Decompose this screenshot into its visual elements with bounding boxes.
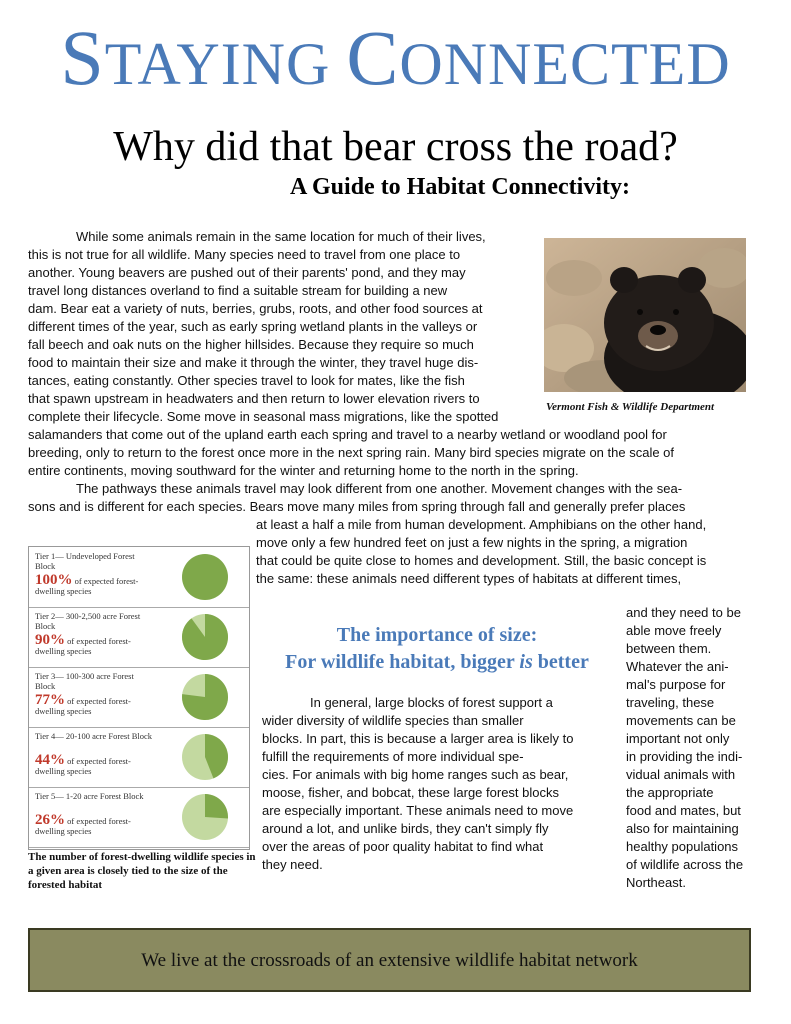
- tier-suffix: of expected forest-dwelling species: [35, 696, 131, 716]
- tier-label: Tier 2— 300-2,500 acre Forest Block: [35, 611, 141, 631]
- size-paragraph-line: moose, fisher, and bobcat, these large forest blocks: [262, 785, 560, 800]
- right-column-line: important not only: [626, 731, 730, 746]
- tier-label: Tier 4— 20-100 acre Forest Block: [35, 731, 153, 741]
- intro-paragraph-cont: salamanders that come out of the upland earth each spring and travel to a nearby wetland or woodland pool for breeding, only to return to the forest once more in the next spring rain. Many bird species migrate on the scale of entire continents, moving southward for the winter and returning home to the north in the spring. The pathways these animals travel may look different from one another. Movement changes with the sea- sons and is different for each species. Bears move many miles from spring through fall and generally prefer places: [28, 427, 686, 514]
- tier-row: [29, 547, 249, 608]
- pie-remainder-slice: [182, 554, 228, 600]
- tier-pie-chart: [181, 613, 229, 661]
- tier-label: Tier 3— 100-300 acre Forest Block: [35, 671, 134, 691]
- right-column-line: movements can be: [626, 713, 736, 728]
- photo-caption: Vermont Fish & Wildlife Department: [546, 401, 715, 413]
- tier-percent: 77%: [35, 692, 65, 708]
- right-column-line: Whatever the ani-: [626, 659, 729, 674]
- masthead: STAYING CONNECTED: [60, 14, 731, 101]
- tier-percent: 90%: [35, 632, 65, 648]
- size-paragraph-line: wider diversity of wildlife species than smaller: [262, 713, 524, 728]
- right-column-line: food and mates, but: [626, 803, 741, 818]
- size-paragraph-line: fulfill the requirements of more individual spe-: [262, 749, 524, 764]
- tier-percent-text: [35, 692, 160, 716]
- tier-percent-text: [35, 572, 160, 596]
- tier-percent-text: [35, 632, 160, 656]
- right-column-line: able move freely: [626, 623, 722, 638]
- tier-row: [29, 667, 249, 728]
- banner-text: We live at the crossroads of an extensive wildlife habitat network: [141, 950, 638, 971]
- size-heading: The importance of size: For wildlife habitat, bigger is better: [285, 624, 589, 673]
- tier-suffix: of expected forest-dwelling species: [35, 636, 131, 656]
- tier-percent: 44%: [35, 752, 65, 768]
- bear-image: [544, 238, 746, 392]
- tier-percent: 26%: [35, 812, 65, 828]
- right-column-line: between them.: [626, 641, 712, 656]
- tier-pie-chart: [181, 673, 229, 721]
- tier-row: [29, 607, 249, 668]
- size-paragraph-line: around a lot, and unlike birds, they can't simply fly: [262, 821, 549, 836]
- tier-pie-chart: [181, 553, 229, 601]
- right-column-line: vidual animals with: [626, 767, 736, 782]
- right-column-line: mal's purpose for: [626, 677, 726, 692]
- tier-suffix: of expected forest-dwelling species: [35, 576, 139, 596]
- forest-tier-infographic: [28, 546, 250, 850]
- pie-value-slice: [205, 794, 228, 818]
- tier-label: Tier 1— Undeveloped Forest Block: [35, 551, 135, 571]
- size-paragraph-line: are especially important. These animals need to move: [262, 803, 574, 818]
- size-paragraph-line: over the areas of poor quality habitat to find what: [262, 839, 544, 854]
- tier-percent-text: [35, 812, 160, 836]
- right-column-line: of wildlife across the: [626, 857, 744, 872]
- right-column-line: traveling, these: [626, 695, 715, 710]
- tier-percent: 100%: [35, 572, 73, 588]
- tier-label: Tier 5— 1-20 acre Forest Block: [35, 791, 144, 801]
- tier-percent-text: [35, 752, 160, 776]
- tier-suffix: of expected forest-dwelling species: [35, 756, 131, 776]
- page-subtitle: A Guide to Habitat Connectivity:: [290, 174, 630, 200]
- right-column-line: the appropriate: [626, 785, 714, 800]
- right-column-line: and they need to be: [626, 605, 741, 620]
- tier-suffix: of expected forest-dwelling species: [35, 816, 131, 836]
- tier-pie-chart: [181, 793, 229, 841]
- right-column-line: in providing the indi-: [626, 749, 743, 764]
- size-paragraph-line: In general, large blocks of forest support a: [310, 695, 553, 710]
- pathways-paragraph: at least a half a mile from human development. Amphibians on the other hand, move only a few hundred feet on just a few nights in the spring, a migration that could be quite close to homes and development. Still, the basic concept is the same: these animals need different types of habitats at different times,: [256, 517, 707, 586]
- tier-row: [29, 727, 249, 788]
- page-title: Why did that bear cross the road?: [113, 124, 678, 170]
- pie-value-slice: [182, 614, 228, 660]
- right-column-line: also for maintaining: [626, 821, 739, 836]
- size-paragraph-line: cies. For animals with big home ranges such as bear,: [262, 767, 569, 782]
- tier-row: [29, 787, 249, 848]
- right-column-line: Northeast.: [626, 875, 686, 890]
- tier-pie-chart: [181, 733, 229, 781]
- size-paragraph: [262, 694, 612, 874]
- size-paragraph-line: they need.: [262, 857, 323, 872]
- size-paragraph-line: blocks. In part, this is because a larger area is likely to: [262, 731, 574, 746]
- right-column-text: [626, 604, 756, 892]
- bear-photo: [544, 238, 746, 392]
- footer-banner: [28, 928, 751, 992]
- intro-paragraph: While some animals remain in the same location for much of their lives, this is not true for all wildlife. Many species need to travel from one place to another. Young beavers are pushed out of their parents' pond, and they may travel long distances overland to find a suitable stream for building a new dam. Bear eat a variety of nuts, berries, grubs, roots, and other food sources at different times of the year, such as early spring wetland plants in the valleys or fall beech and oak nuts on the higher hillsides. Because they require so much food to maintain their size and make it through the winter, they travel huge dis- tances, eating constantly. Other species travel to look for mates, like the fish that spawn upstream in headwaters and then return to lower elevation rivers to complete their lifecycle. Some move in seasonal mass migrations, like the spotted: [28, 229, 499, 424]
- right-column-line: healthy populations: [626, 839, 739, 854]
- infographic-caption: The number of forest-dwelling wildlife species in a given area is closely tied to the size of the forested habitat: [28, 851, 256, 891]
